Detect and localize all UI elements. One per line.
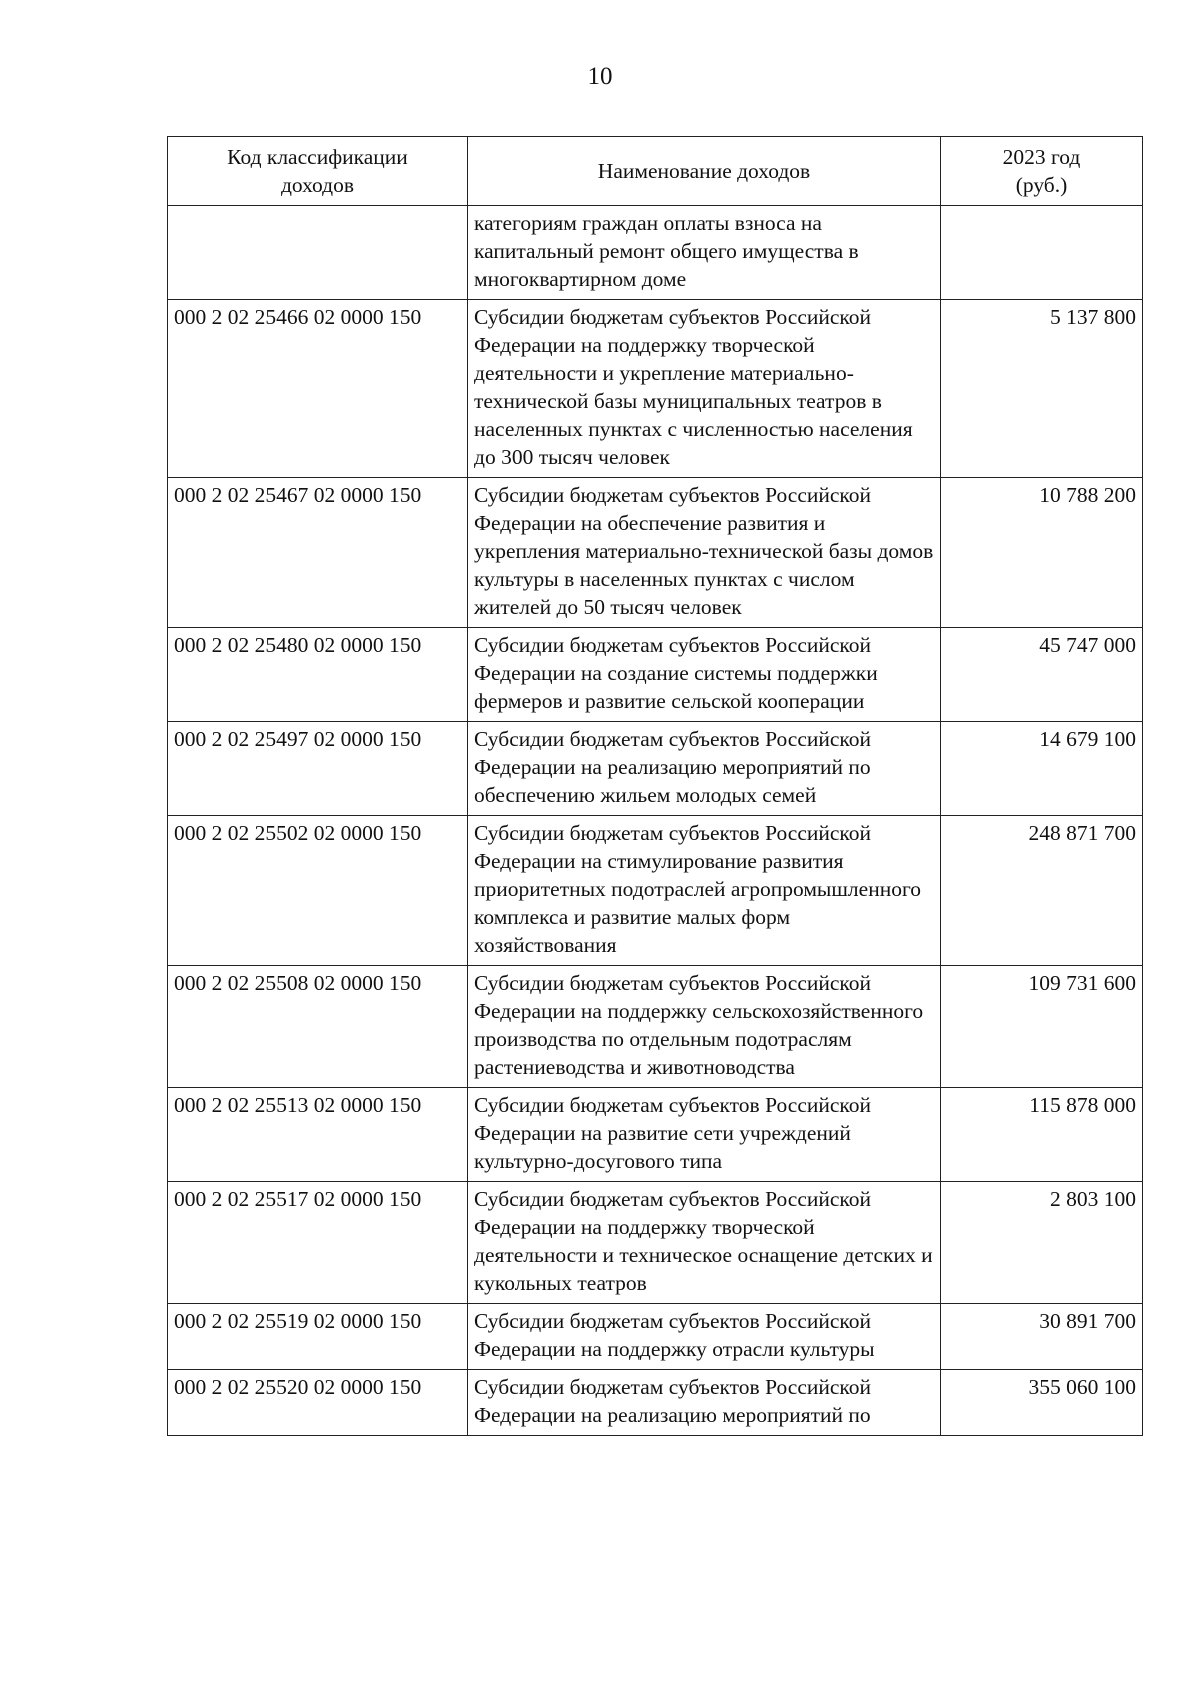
table-row <box>168 1088 1143 1182</box>
row-code: 000 2 02 25513 02 0000 150 <box>168 1088 468 1182</box>
row-name: Субсидии бюджетам субъектов Российской Федерации на поддержку сельскохозяйственного производства по отдельным подотраслям растениеводства и животноводства <box>468 966 941 1088</box>
row-name: Субсидии бюджетам субъектов Российской Федерации на развитие сети учреждений культурно-досугового типа <box>468 1088 941 1182</box>
row-amount: 355 060 100 <box>941 1370 1143 1436</box>
row-code: 000 2 02 25519 02 0000 150 <box>168 1304 468 1370</box>
header-code-line2: доходов <box>280 173 355 197</box>
table-row <box>168 966 1143 1088</box>
row-amount: 248 871 700 <box>941 816 1143 966</box>
table-row <box>168 628 1143 722</box>
row-name: Субсидии бюджетам субъектов Российской Федерации на создание системы поддержки фермеров и развитие сельской кооперации <box>468 628 941 722</box>
table-row <box>168 816 1143 966</box>
table-body <box>168 206 1143 1436</box>
header-amount <box>941 137 1143 206</box>
row-name: категориям граждан оплаты взноса на капитальный ремонт общего имущества в многоквартирном доме <box>468 206 941 300</box>
header-row <box>168 137 1143 206</box>
row-code: 000 2 02 25466 02 0000 150 <box>168 300 468 478</box>
row-name: Субсидии бюджетам субъектов Российской Федерации на обеспечение развития и укрепления материально-технической базы домов культуры в населенных пунктах с числом жителей до 50 тысяч человек <box>468 478 941 628</box>
row-amount: 45 747 000 <box>941 628 1143 722</box>
table-row <box>168 1304 1143 1370</box>
row-amount: 30 891 700 <box>941 1304 1143 1370</box>
row-name: Субсидии бюджетам субъектов Российской Федерации на реализацию мероприятий по <box>468 1370 941 1436</box>
row-code: 000 2 02 25502 02 0000 150 <box>168 816 468 966</box>
row-code <box>168 206 468 300</box>
row-name: Субсидии бюджетам субъектов Российской Федерации на поддержку отрасли культуры <box>468 1304 941 1370</box>
table-row <box>168 300 1143 478</box>
row-name: Субсидии бюджетам субъектов Российской Федерации на стимулирование развития приоритетных подотраслей агропромышленного комплекса и развитие малых форм хозяйствования <box>468 816 941 966</box>
table-row <box>168 722 1143 816</box>
header-code-line1: Код классификации <box>227 145 408 169</box>
header-amount-line2: (руб.) <box>1015 173 1068 197</box>
row-amount: 2 803 100 <box>941 1182 1143 1304</box>
row-amount: 14 679 100 <box>941 722 1143 816</box>
table-header <box>168 137 1143 206</box>
row-amount <box>941 206 1143 300</box>
row-code: 000 2 02 25508 02 0000 150 <box>168 966 468 1088</box>
row-amount: 10 788 200 <box>941 478 1143 628</box>
table-row <box>168 1182 1143 1304</box>
page-number: 10 <box>587 63 613 90</box>
income-table <box>167 136 1143 1436</box>
table-row <box>168 1370 1143 1436</box>
row-code: 000 2 02 25517 02 0000 150 <box>168 1182 468 1304</box>
row-amount: 115 878 000 <box>941 1088 1143 1182</box>
row-name: Субсидии бюджетам субъектов Российской Федерации на реализацию мероприятий по обеспечению жильем молодых семей <box>468 722 941 816</box>
table-row <box>168 206 1143 300</box>
row-code: 000 2 02 25467 02 0000 150 <box>168 478 468 628</box>
header-code <box>168 137 468 206</box>
row-name: Субсидии бюджетам субъектов Российской Федерации на поддержку творческой деятельности и укрепление материально-технической базы муниципальных театров в населенных пунктах с численностью населения до 300 тысяч человек <box>468 300 941 478</box>
header-name: Наименование доходов <box>468 137 941 206</box>
row-amount: 109 731 600 <box>941 966 1143 1088</box>
row-amount: 5 137 800 <box>941 300 1143 478</box>
row-code: 000 2 02 25480 02 0000 150 <box>168 628 468 722</box>
row-code: 000 2 02 25497 02 0000 150 <box>168 722 468 816</box>
row-code: 000 2 02 25520 02 0000 150 <box>168 1370 468 1436</box>
row-name: Субсидии бюджетам субъектов Российской Федерации на поддержку творческой деятельности и техническое оснащение детских и кукольных театров <box>468 1182 941 1304</box>
table-row <box>168 478 1143 628</box>
header-amount-line1: 2023 год <box>1002 145 1081 169</box>
